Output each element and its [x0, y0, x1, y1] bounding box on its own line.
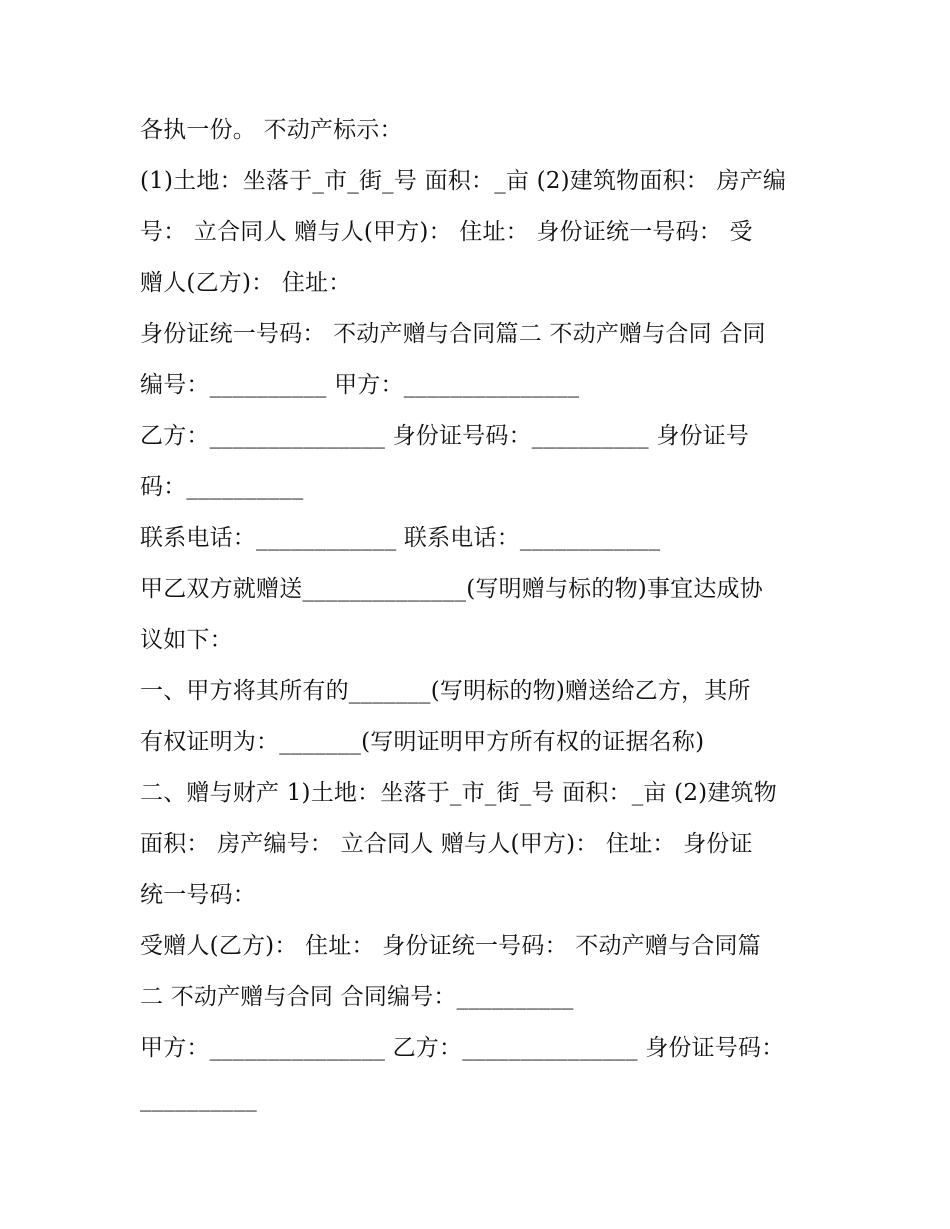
text-line: 编号：__________ 甲方：_______________ — [140, 372, 580, 398]
document-body — [140, 105, 820, 1125]
text-line: 统一号码： — [140, 882, 256, 908]
text-line: 二 不动产赠与合同 合同编号：__________ — [140, 984, 574, 1010]
text-line: __________ — [140, 1086, 257, 1112]
text-line: 码：__________ — [140, 474, 304, 500]
text-line: 联系电话：____________ 联系电话：____________ — [140, 525, 661, 551]
text-line: 各执一份。 不动产标示： — [140, 117, 403, 143]
text-line: 身份证统一号码： 不动产赠与合同篇二 不动产赠与合同 合同 — [140, 321, 766, 347]
text-line: 赠人(乙方)： 住址： — [140, 270, 352, 296]
text-line: (1)土地：坐落于_市_街_号 面积：_亩 (2)建筑物面积： 房产编 — [140, 168, 787, 194]
text-line: 二、赠与财产 1)土地：坐落于_市_街_号 面积：_亩 (2)建筑物 — [140, 780, 777, 806]
text-line: 甲方：_______________ 乙方：_______________ 身份证号码： — [140, 1035, 785, 1061]
text-line: 议如下： — [140, 627, 233, 653]
text-line: 有权证明为：_______(写明证明甲方所有权的证据名称) — [140, 729, 705, 755]
text-line: 号： 立合同人 赠与人(甲方)： 住址： 身份证统一号码： 受 — [140, 219, 753, 245]
text-line: 甲乙双方就赠送______________(写明赠与标的物)事宜达成协 — [140, 576, 763, 602]
text-line: 面积： 房产编号： 立合同人 赠与人(甲方)： 住址： 身份证 — [140, 831, 753, 857]
text-line: 乙方：_______________ 身份证号码：__________ 身份证号 — [140, 423, 750, 449]
text-line: 受赠人(乙方)： 住址： 身份证统一号码： 不动产赠与合同篇 — [140, 933, 761, 959]
text-line: 一、甲方将其所有的_______(写明标的物)赠送给乙方，其所 — [140, 678, 751, 704]
